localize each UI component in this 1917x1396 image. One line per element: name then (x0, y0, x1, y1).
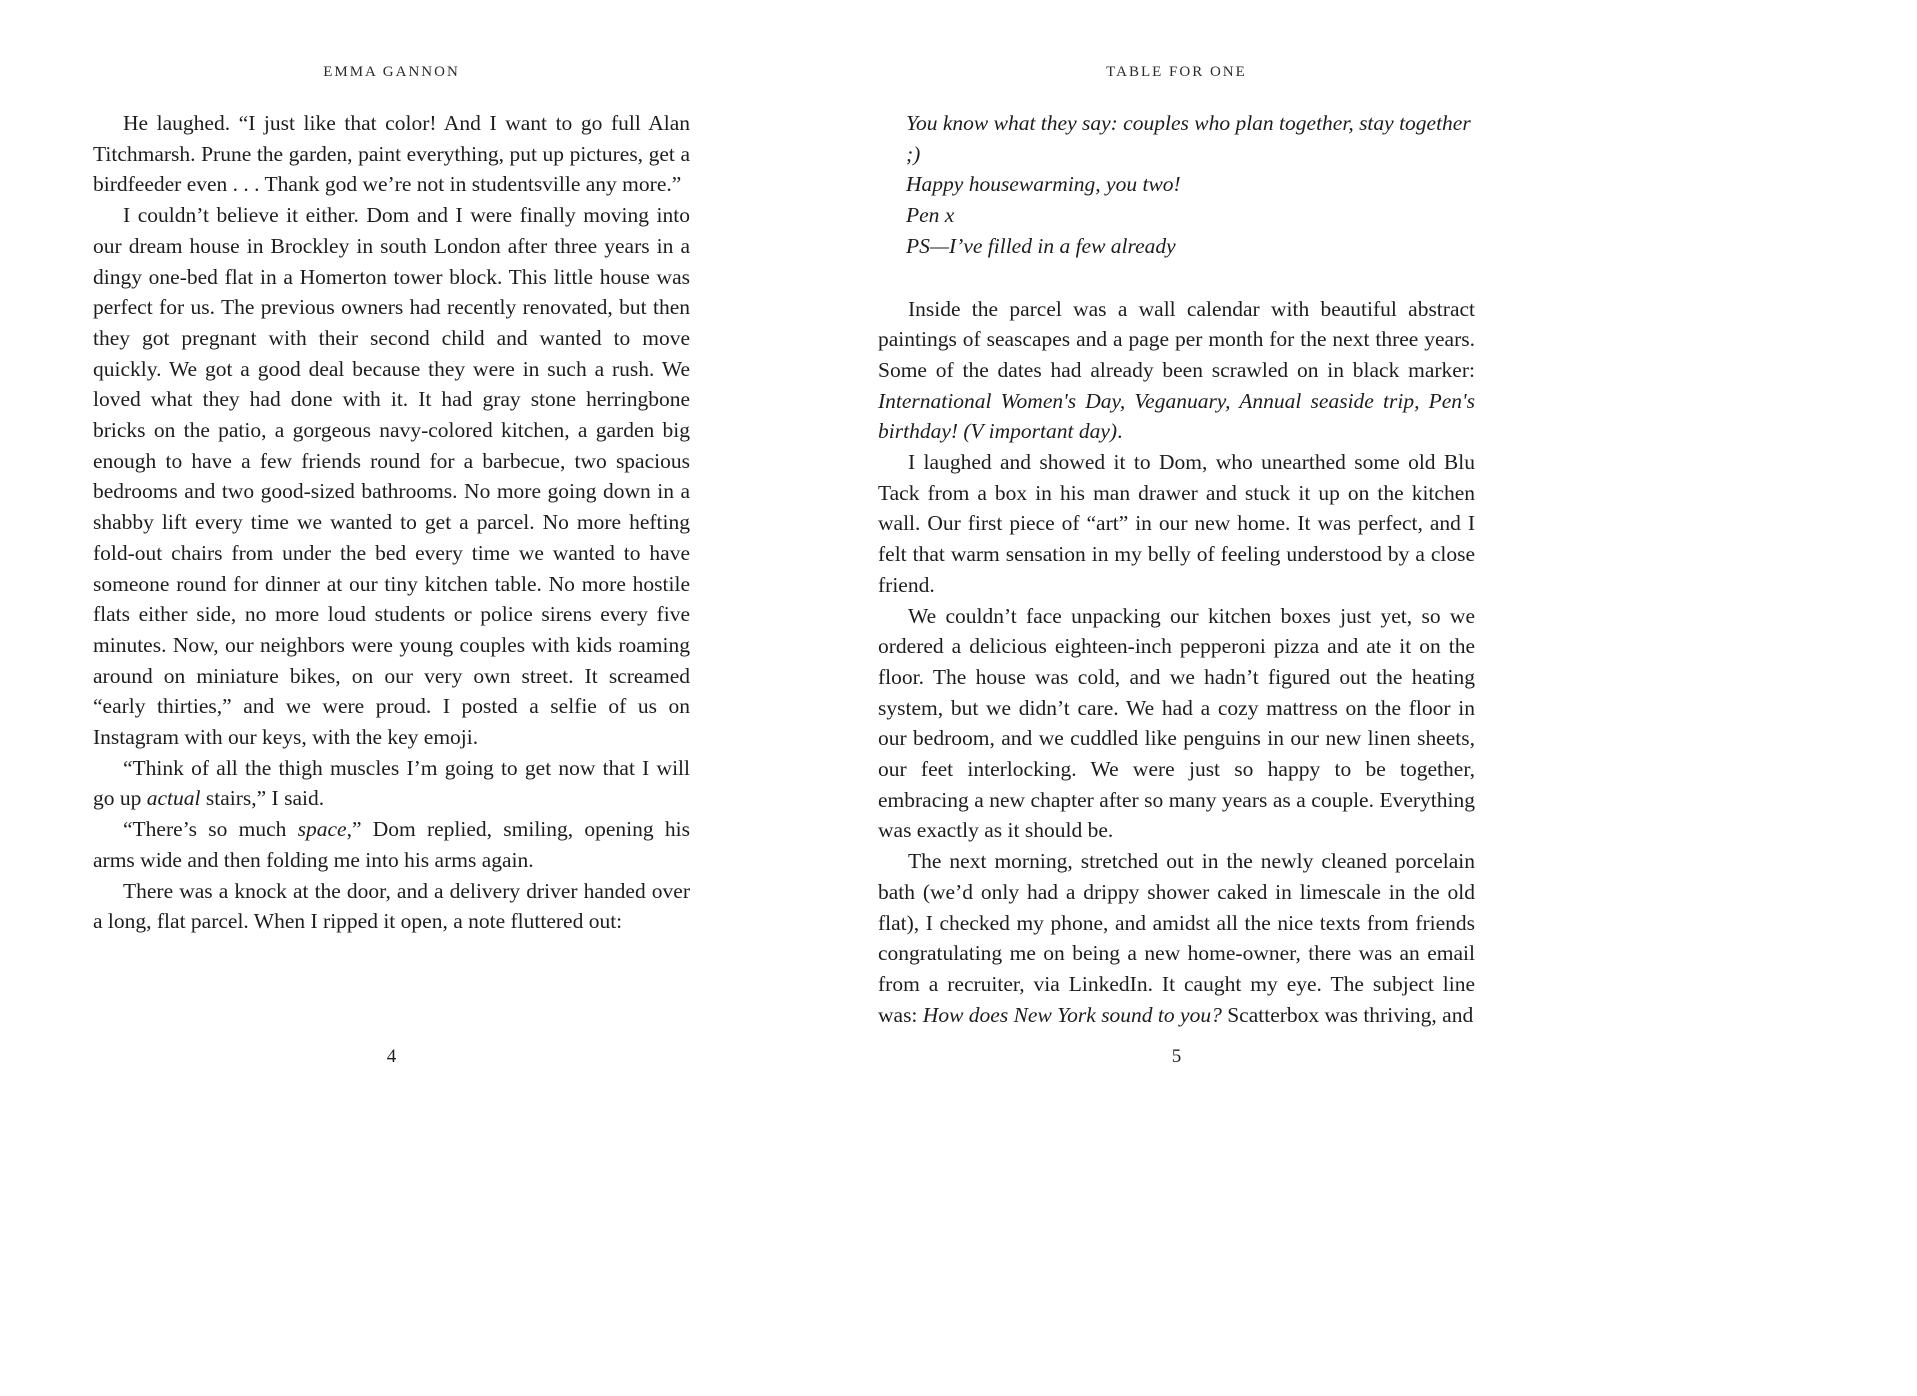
left-page-number: 4 (386, 1046, 397, 1067)
right-body-block (878, 294, 1475, 1031)
right-running-header: TABLE FOR ONE (1106, 64, 1247, 80)
paragraph (93, 108, 690, 200)
letter-line: Pen x (906, 203, 955, 228)
text-run: We couldn’t face unpacking our kitchen boxes just yet, so we ordered a delicious eighteen-inch pepperoni pizza and ate it on the floor. The house was cold, and we hadn’t figured out the heating system, but we didn’t care. We had a cozy mattress on the floor in our bedroom, and we cuddled like penguins in our new linen sheets, our feet interlocking. We were just so happy to be together, embracing a new chapter after so many years as a couple. Everything was exactly as it should be. (878, 603, 1475, 843)
paragraph (93, 200, 690, 753)
letter-note-block (878, 108, 1475, 262)
text-run: Inside the parcel was a wall calendar with beautiful abstract paintings of seascapes and a page per month for the next three years. Some of the dates had already been scrawled on in black marker: (878, 296, 1475, 382)
letter-line: You know what they say: couples who plan together, stay together ;) (906, 111, 1471, 166)
left-running-header: EMMA GANNON (323, 64, 460, 80)
left-page (93, 0, 690, 1396)
italic-text-run: How does New York sound to you? (922, 1002, 1222, 1027)
text-run: stairs,” I said. (200, 786, 325, 811)
right-page-number: 5 (1171, 1046, 1182, 1067)
italic-text-run: International Women's Day, Veganuary, Annual seaside trip, Pen's birthday! (V important day) (878, 388, 1475, 444)
text-run: Scatterbox was thriving, and (1221, 1002, 1474, 1027)
right-text-block (878, 108, 1475, 1030)
left-text-block (93, 108, 690, 937)
text-run: “Think of all the thigh muscles I’m going to get now that I will go up (93, 755, 690, 811)
paragraph (878, 846, 1475, 1030)
text-run: “There’s so much (123, 817, 298, 842)
paragraph (878, 447, 1475, 601)
letter-line: PS—I’ve filled in a few already (906, 233, 1176, 258)
paragraph (93, 814, 690, 875)
letter-line: Happy housewarming, you two! (906, 172, 1181, 197)
text-run: I couldn’t believe it either. Dom and I were finally moving into our dream house in Brockley in south London after three years in a dingy one-bed flat in a Homerton tower block. This little house was perfect for us. The previous owners had recently renovated, but then they got pregnant with their second child and wanted to move quickly. We got a good deal because they were in such a rush. We loved what they had done with it. It had gray stone herringbone bricks on the patio, a gorgeous navy-colored kitchen, a garden big enough to have a few friends round for a barbecue, two spacious bedrooms and two good-sized bathrooms. No more going down in a shabby lift every time we wanted to get a parcel. No more hefting fold-out chairs from under the bed every time we wanted to have someone round for dinner at our tiny kitchen table. No more hostile flats either side, no more loud students or police sirens every five minutes. Now, our neighbors were young couples with kids roaming around on miniature bikes, on our very own street. It screamed “early thirties,” and we were proud. I posted a selfie of us on Instagram with our keys, with the key emoji. (93, 203, 690, 750)
text-run: . (1117, 419, 1123, 444)
right-page (878, 0, 1475, 1396)
italic-text-run: space (297, 817, 347, 842)
text-run: I laughed and showed it to Dom, who unearthed some old Blu Tack from a box in his man drawer and stuck it up on the kitchen wall. Our first piece of “art” in our new home. It was perfect, and I felt that warm sensation in my belly of feeling understood by a close friend. (878, 450, 1475, 597)
text-run: There was a knock at the door, and a delivery driver handed over a long, flat parcel. When I ripped it open, a note fluttered out: (93, 878, 690, 934)
paragraph (93, 876, 690, 937)
text-run: He laughed. “I just like that color! And I want to go full Alan Titchmarsh. Prune the garden, paint everything, put up pictures, get a birdfeeder even . . . Thank god we’re not in studentsville any more.” (93, 111, 690, 197)
text-run: ,” Dom replied, smiling, opening his arms wide and then folding me into his arms again. (93, 817, 690, 872)
paragraph (878, 294, 1475, 448)
italic-text-run: actual (146, 786, 201, 811)
paragraph (93, 753, 690, 814)
text-run: The next morning, stretched out in the newly cleaned porcelain bath (we’d only had a drippy shower caked in limescale in the old flat), I checked my phone, and amidst all the nice texts from friends congratulating me on being a new home-owner, there was an email from a recruiter, via LinkedIn. It caught my eye. The subject line was: (878, 849, 1475, 1027)
paragraph (878, 601, 1475, 847)
